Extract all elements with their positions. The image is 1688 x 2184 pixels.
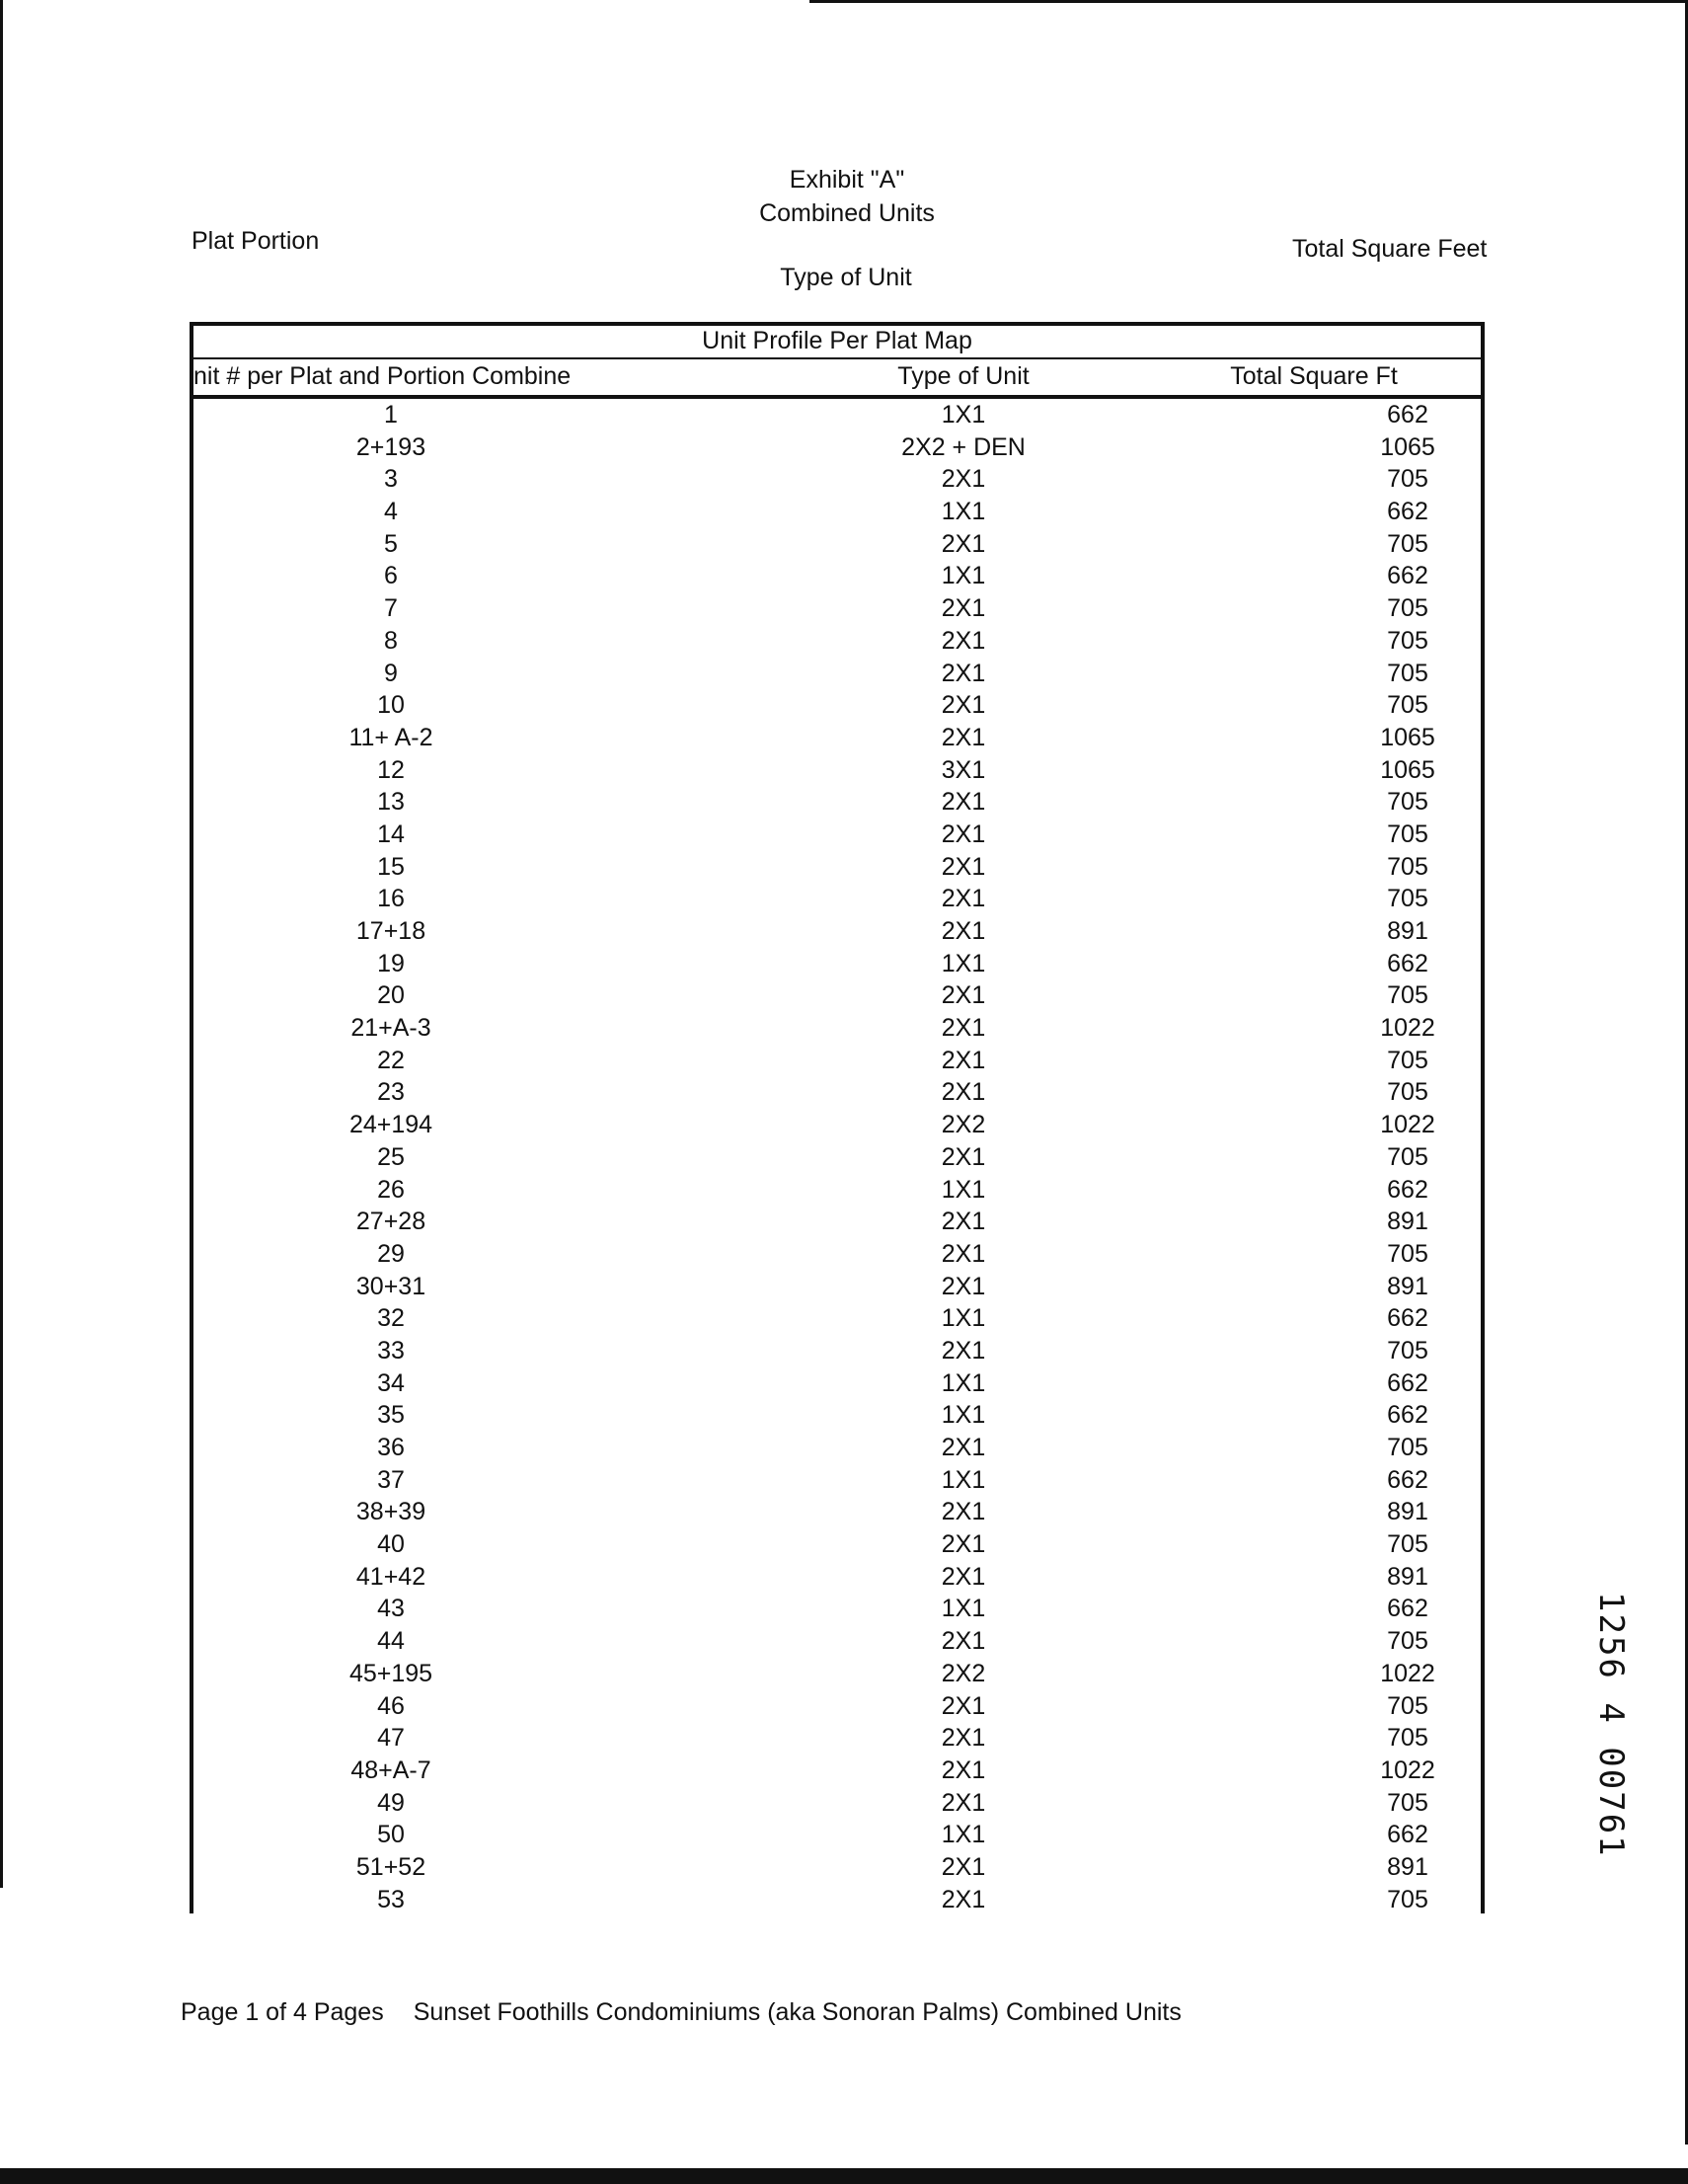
sqft-cell: 705 — [1387, 885, 1428, 913]
unit-cell: 6 — [384, 562, 398, 590]
sqft-cell: 891 — [1387, 1272, 1428, 1300]
type-cell: 2X1 — [941, 1208, 986, 1236]
sqft-cell: 662 — [1387, 949, 1428, 977]
unit-profile-table — [190, 322, 1485, 1913]
type-cell: 1X1 — [941, 1368, 986, 1397]
unit-cell: 46 — [377, 1691, 405, 1720]
type-cell: 2X1 — [941, 1627, 986, 1656]
unit-cell: 1 — [384, 401, 398, 429]
sqft-cell: 662 — [1387, 401, 1428, 429]
scan-border-top — [809, 0, 1688, 3]
type-cell: 1X1 — [941, 1465, 986, 1494]
table-row — [193, 399, 1481, 431]
table-row — [193, 1690, 1481, 1723]
sqft-cell: 705 — [1387, 1078, 1428, 1107]
table-row — [193, 1012, 1481, 1045]
table-row — [193, 1367, 1481, 1400]
unit-cell: 10 — [377, 691, 405, 720]
table-row — [193, 1496, 1481, 1528]
type-cell: 2X1 — [941, 1788, 986, 1817]
sqft-cell: 891 — [1387, 1562, 1428, 1591]
sqft-cell: 1065 — [1380, 723, 1435, 751]
unit-cell: 23 — [377, 1078, 405, 1107]
type-cell: 2X1 — [941, 1498, 986, 1526]
sqft-cell: 662 — [1387, 1175, 1428, 1204]
sqft-cell: 705 — [1387, 1239, 1428, 1268]
sqft-cell: 705 — [1387, 626, 1428, 655]
type-cell: 1X1 — [941, 1595, 986, 1623]
sqft-cell: 662 — [1387, 498, 1428, 526]
table-row — [193, 979, 1481, 1012]
table-row — [193, 948, 1481, 980]
unit-cell: 3 — [384, 465, 398, 494]
unit-cell: 17+18 — [355, 917, 426, 945]
exhibit-subtitle: Combined Units — [759, 199, 935, 227]
type-cell: 2X1 — [941, 1562, 986, 1591]
table-row — [193, 1658, 1481, 1690]
table-row — [193, 915, 1481, 948]
type-cell: 2X1 — [941, 723, 986, 751]
type-cell: 1X1 — [941, 1401, 986, 1430]
sqft-cell: 662 — [1387, 1821, 1428, 1849]
type-cell: 2X1 — [941, 885, 986, 913]
unit-cell: 4 — [384, 498, 398, 526]
unit-cell: 45+195 — [348, 1659, 433, 1687]
type-cell: 2X1 — [941, 594, 986, 623]
type-cell: 2X1 — [941, 1852, 986, 1881]
sqft-cell: 705 — [1387, 1788, 1428, 1817]
table-header-row — [193, 357, 1481, 399]
table-caption: Unit Profile Per Plat Map — [702, 327, 972, 354]
unit-cell: 27+28 — [355, 1208, 426, 1236]
type-cell: 2X1 — [941, 1724, 986, 1753]
table-row — [193, 1399, 1481, 1432]
sqft-cell: 705 — [1387, 691, 1428, 720]
table-row — [193, 1528, 1481, 1561]
table-row — [193, 1755, 1481, 1787]
unit-cell: 11+ A-2 — [348, 723, 433, 751]
sqft-cell: 705 — [1387, 1530, 1428, 1559]
type-cell: 2X1 — [941, 981, 986, 1010]
unit-cell: 30+31 — [355, 1272, 426, 1300]
type-cell: 2X1 — [941, 1142, 986, 1171]
table-row — [193, 1335, 1481, 1367]
unit-cell: 53 — [377, 1885, 405, 1913]
unit-cell: 29 — [377, 1239, 405, 1268]
table-row — [193, 754, 1481, 787]
sqft-cell: 705 — [1387, 659, 1428, 687]
type-cell: 2X1 — [941, 1046, 986, 1074]
unit-cell: 50 — [377, 1821, 405, 1849]
sqft-cell: 705 — [1387, 1885, 1428, 1913]
unit-cell: 7 — [384, 594, 398, 623]
unit-cell: 9 — [384, 659, 398, 687]
unit-cell: 19 — [377, 949, 405, 977]
table-row — [193, 786, 1481, 819]
unit-cell: 20 — [377, 981, 405, 1010]
sqft-cell: 705 — [1387, 1724, 1428, 1753]
table-row — [193, 883, 1481, 915]
unit-cell: 2+193 — [355, 432, 426, 461]
column-header-unit: nit # per Plat and Portion Combine — [193, 362, 572, 390]
sqft-cell: 1022 — [1380, 1659, 1435, 1687]
unit-cell: 16 — [377, 885, 405, 913]
scan-border-left — [0, 0, 3, 1888]
table-row — [193, 1625, 1481, 1658]
unit-cell: 38+39 — [355, 1498, 426, 1526]
table-row — [193, 560, 1481, 592]
type-cell: 2X1 — [941, 1272, 986, 1300]
table-row — [193, 1432, 1481, 1464]
unit-cell: 25 — [377, 1142, 405, 1171]
type-cell: 1X1 — [941, 1304, 986, 1333]
unit-cell: 48+A-7 — [350, 1755, 431, 1784]
table-row — [193, 722, 1481, 754]
column-header-sqft: Total Square Ft — [1230, 362, 1398, 390]
table-row — [193, 1819, 1481, 1851]
sqft-cell: 662 — [1387, 1401, 1428, 1430]
table-row — [193, 1174, 1481, 1207]
table-row — [193, 1271, 1481, 1303]
unit-cell: 22 — [377, 1046, 405, 1074]
table-body — [193, 399, 1481, 1915]
sqft-cell: 1022 — [1380, 1755, 1435, 1784]
table-row — [193, 1206, 1481, 1238]
unit-cell: 26 — [377, 1175, 405, 1204]
sqft-cell: 662 — [1387, 1368, 1428, 1397]
unit-cell: 21+A-3 — [350, 1014, 431, 1043]
type-cell: 1X1 — [941, 949, 986, 977]
unit-cell: 43 — [377, 1595, 405, 1623]
table-row — [193, 851, 1481, 884]
type-cell: 2X1 — [941, 1530, 986, 1559]
page-number: Page 1 of 4 Pages — [181, 1998, 384, 2026]
sqft-cell: 705 — [1387, 1627, 1428, 1656]
type-cell: 2X1 — [941, 529, 986, 558]
scan-border-bottom — [0, 2168, 1688, 2184]
table-row — [193, 1302, 1481, 1335]
table-row — [193, 431, 1481, 464]
type-cell: 2X1 — [941, 1014, 986, 1043]
type-cell: 1X1 — [941, 401, 986, 429]
table-row — [193, 1045, 1481, 1077]
table-row — [193, 528, 1481, 561]
unit-cell: 47 — [377, 1724, 405, 1753]
table-row — [193, 463, 1481, 496]
unit-cell: 32 — [377, 1304, 405, 1333]
unit-cell: 24+194 — [348, 1111, 433, 1139]
type-cell: 2X2 + DEN — [901, 432, 1026, 461]
sqft-cell: 662 — [1387, 1304, 1428, 1333]
sqft-cell: 705 — [1387, 819, 1428, 848]
sqft-cell: 1065 — [1380, 432, 1435, 461]
unit-cell: 41+42 — [355, 1562, 426, 1591]
sqft-cell: 705 — [1387, 594, 1428, 623]
sqft-cell: 1022 — [1380, 1014, 1435, 1043]
sqft-cell: 705 — [1387, 1046, 1428, 1074]
sqft-cell: 705 — [1387, 1336, 1428, 1365]
type-cell: 1X1 — [941, 1175, 986, 1204]
type-cell: 2X1 — [941, 691, 986, 720]
unit-cell: 51+52 — [355, 1852, 426, 1881]
sqft-cell: 891 — [1387, 1208, 1428, 1236]
type-cell: 2X1 — [941, 659, 986, 687]
unit-cell: 34 — [377, 1368, 405, 1397]
unit-cell: 44 — [377, 1627, 405, 1656]
type-cell: 2X1 — [941, 1691, 986, 1720]
footer-title: Sunset Foothills Condominiums (aka Sonoran Palms) Combined Units — [413, 1998, 1182, 2026]
sqft-cell: 891 — [1387, 1852, 1428, 1881]
table-row — [193, 1141, 1481, 1174]
unit-cell: 15 — [377, 852, 405, 881]
unit-cell: 5 — [384, 529, 398, 558]
unit-cell: 13 — [377, 788, 405, 817]
table-row — [193, 1851, 1481, 1884]
type-cell: 3X1 — [941, 755, 986, 784]
table-row — [193, 689, 1481, 722]
sqft-cell: 1022 — [1380, 1111, 1435, 1139]
sqft-cell: 705 — [1387, 1142, 1428, 1171]
table-row — [193, 1561, 1481, 1594]
table-row — [193, 1109, 1481, 1141]
sqft-cell: 705 — [1387, 852, 1428, 881]
unit-cell: 36 — [377, 1434, 405, 1461]
type-cell: 2X1 — [941, 1239, 986, 1268]
table-row — [193, 592, 1481, 625]
type-cell: 2X1 — [941, 1336, 986, 1365]
table-row — [193, 496, 1481, 528]
total-square-feet-label: Total Square Feet — [1292, 235, 1488, 263]
unit-cell: 14 — [377, 819, 405, 848]
type-cell: 2X2 — [941, 1659, 986, 1687]
type-cell: 2X1 — [941, 819, 986, 848]
side-document-number: 1256 4 00761 — [1591, 1592, 1631, 1858]
table-row — [193, 1884, 1481, 1916]
table-row — [193, 1238, 1481, 1271]
table-row — [193, 1593, 1481, 1625]
type-cell: 2X1 — [941, 1434, 986, 1461]
sqft-cell: 705 — [1387, 1691, 1428, 1720]
type-cell: 2X1 — [941, 1885, 986, 1913]
exhibit-title: Exhibit "A" — [789, 166, 905, 194]
type-cell: 2X1 — [941, 788, 986, 817]
column-header-type: Type of Unit — [897, 362, 1030, 390]
type-cell: 2X1 — [941, 626, 986, 655]
sqft-cell: 705 — [1387, 788, 1428, 817]
unit-cell: 49 — [377, 1788, 405, 1817]
table-row — [193, 1787, 1481, 1820]
table-row — [193, 658, 1481, 690]
type-cell: 2X2 — [941, 1111, 986, 1139]
unit-cell: 8 — [384, 626, 398, 655]
plat-portion-label: Plat Portion — [192, 227, 320, 255]
type-cell: 1X1 — [941, 498, 986, 526]
sqft-cell: 1065 — [1380, 755, 1435, 784]
table-row — [193, 625, 1481, 658]
type-cell: 2X1 — [941, 917, 986, 945]
type-of-unit-label: Type of Unit — [780, 264, 912, 291]
sqft-cell: 662 — [1387, 1595, 1428, 1623]
sqft-cell: 705 — [1387, 465, 1428, 494]
unit-cell: 35 — [377, 1401, 405, 1430]
sqft-cell: 705 — [1387, 981, 1428, 1010]
table-row — [193, 1076, 1481, 1109]
type-cell: 2X1 — [941, 1078, 986, 1107]
unit-cell: 33 — [377, 1336, 405, 1365]
type-cell: 2X1 — [941, 1755, 986, 1784]
type-cell: 2X1 — [941, 852, 986, 881]
sqft-cell: 705 — [1387, 1434, 1428, 1461]
table-row — [193, 1722, 1481, 1755]
sqft-cell: 705 — [1387, 529, 1428, 558]
type-cell: 1X1 — [941, 1821, 986, 1849]
table-row — [193, 1464, 1481, 1497]
sqft-cell: 891 — [1387, 917, 1428, 945]
table-row — [193, 819, 1481, 851]
unit-cell: 37 — [377, 1465, 405, 1494]
type-cell: 2X1 — [941, 465, 986, 494]
type-cell: 1X1 — [941, 562, 986, 590]
page-footer — [181, 1998, 1182, 2027]
sqft-cell: 662 — [1387, 1465, 1428, 1494]
sqft-cell: 891 — [1387, 1498, 1428, 1526]
unit-cell: 12 — [377, 755, 405, 784]
sqft-cell: 662 — [1387, 562, 1428, 590]
unit-cell: 40 — [377, 1530, 405, 1559]
